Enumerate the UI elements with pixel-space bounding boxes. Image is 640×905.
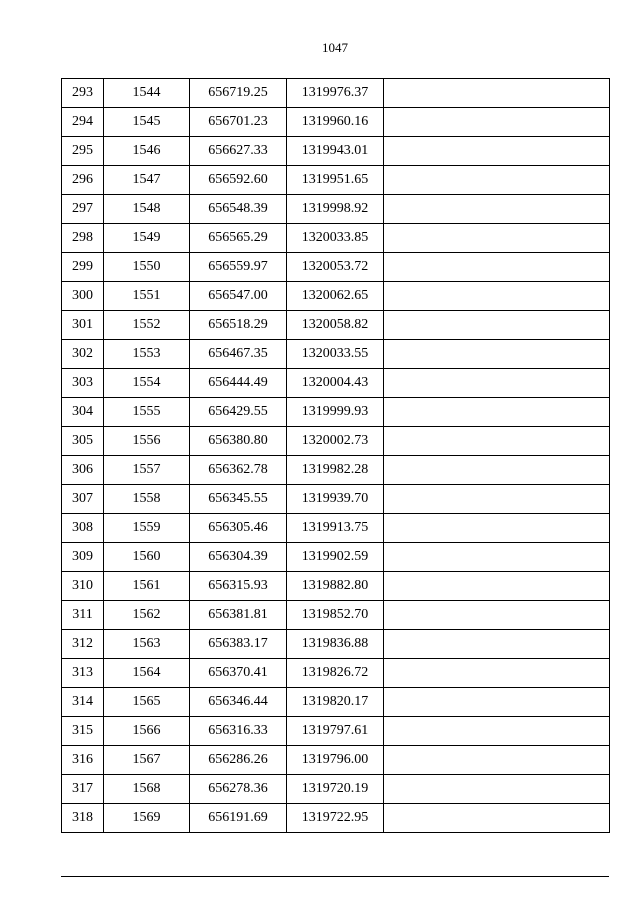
note-cell [384, 79, 610, 108]
x-coordinate-cell: 656381.81 [190, 601, 287, 630]
note-cell [384, 195, 610, 224]
point-id-cell: 1562 [104, 601, 190, 630]
point-id-cell: 1568 [104, 775, 190, 804]
table-row [62, 543, 610, 572]
row-index-cell: 300 [62, 282, 104, 311]
note-cell [384, 717, 610, 746]
y-coordinate-cell: 1319982.28 [287, 456, 384, 485]
row-index-cell: 310 [62, 572, 104, 601]
table-row [62, 746, 610, 775]
note-cell [384, 427, 610, 456]
note-cell [384, 137, 610, 166]
x-coordinate-cell: 656315.93 [190, 572, 287, 601]
y-coordinate-cell: 1319913.75 [287, 514, 384, 543]
y-coordinate-cell: 1319852.70 [287, 601, 384, 630]
note-cell [384, 804, 610, 833]
row-index-cell: 296 [62, 166, 104, 195]
row-index-cell: 297 [62, 195, 104, 224]
row-index-cell: 317 [62, 775, 104, 804]
note-cell [384, 630, 610, 659]
y-coordinate-cell: 1319722.95 [287, 804, 384, 833]
row-index-cell: 305 [62, 427, 104, 456]
y-coordinate-cell: 1319976.37 [287, 79, 384, 108]
table-body [62, 79, 610, 833]
row-index-cell: 299 [62, 253, 104, 282]
point-id-cell: 1550 [104, 253, 190, 282]
y-coordinate-cell: 1319902.59 [287, 543, 384, 572]
y-coordinate-cell: 1319826.72 [287, 659, 384, 688]
y-coordinate-cell: 1320004.43 [287, 369, 384, 398]
y-coordinate-cell: 1319951.65 [287, 166, 384, 195]
y-coordinate-cell: 1319960.16 [287, 108, 384, 137]
y-coordinate-cell: 1320033.85 [287, 224, 384, 253]
x-coordinate-cell: 656383.17 [190, 630, 287, 659]
x-coordinate-cell: 656304.39 [190, 543, 287, 572]
x-coordinate-cell: 656346.44 [190, 688, 287, 717]
note-cell [384, 398, 610, 427]
x-coordinate-cell: 656286.26 [190, 746, 287, 775]
x-coordinate-cell: 656278.36 [190, 775, 287, 804]
row-index-cell: 301 [62, 311, 104, 340]
x-coordinate-cell: 656362.78 [190, 456, 287, 485]
y-coordinate-cell: 1320062.65 [287, 282, 384, 311]
table-row [62, 369, 610, 398]
point-id-cell: 1551 [104, 282, 190, 311]
y-coordinate-cell: 1319939.70 [287, 485, 384, 514]
note-cell [384, 456, 610, 485]
note-cell [384, 253, 610, 282]
row-index-cell: 293 [62, 79, 104, 108]
row-index-cell: 308 [62, 514, 104, 543]
point-id-cell: 1566 [104, 717, 190, 746]
row-index-cell: 312 [62, 630, 104, 659]
table-row [62, 572, 610, 601]
note-cell [384, 688, 610, 717]
y-coordinate-cell: 1319998.92 [287, 195, 384, 224]
row-index-cell: 302 [62, 340, 104, 369]
table-row [62, 282, 610, 311]
row-index-cell: 294 [62, 108, 104, 137]
note-cell [384, 282, 610, 311]
table-row [62, 485, 610, 514]
note-cell [384, 543, 610, 572]
note-cell [384, 485, 610, 514]
y-coordinate-cell: 1319836.88 [287, 630, 384, 659]
x-coordinate-cell: 656444.49 [190, 369, 287, 398]
table-row [62, 224, 610, 253]
table-row [62, 775, 610, 804]
y-coordinate-cell: 1320053.72 [287, 253, 384, 282]
row-index-cell: 298 [62, 224, 104, 253]
y-coordinate-cell: 1319720.19 [287, 775, 384, 804]
note-cell [384, 340, 610, 369]
table-row [62, 804, 610, 833]
row-index-cell: 307 [62, 485, 104, 514]
x-coordinate-cell: 656345.55 [190, 485, 287, 514]
note-cell [384, 108, 610, 137]
x-coordinate-cell: 656191.69 [190, 804, 287, 833]
point-id-cell: 1547 [104, 166, 190, 195]
row-index-cell: 303 [62, 369, 104, 398]
note-cell [384, 224, 610, 253]
table-row [62, 427, 610, 456]
note-cell [384, 775, 610, 804]
x-coordinate-cell: 656627.33 [190, 137, 287, 166]
note-cell [384, 601, 610, 630]
y-coordinate-cell: 1320002.73 [287, 427, 384, 456]
page-number: 1047 [322, 40, 348, 55]
table-row [62, 340, 610, 369]
row-index-cell: 306 [62, 456, 104, 485]
table-row [62, 717, 610, 746]
point-id-cell: 1555 [104, 398, 190, 427]
table-row [62, 659, 610, 688]
point-id-cell: 1552 [104, 311, 190, 340]
x-coordinate-cell: 656429.55 [190, 398, 287, 427]
x-coordinate-cell: 656719.25 [190, 79, 287, 108]
point-id-cell: 1556 [104, 427, 190, 456]
x-coordinate-cell: 656467.35 [190, 340, 287, 369]
note-cell [384, 369, 610, 398]
x-coordinate-cell: 656592.60 [190, 166, 287, 195]
note-cell [384, 746, 610, 775]
x-coordinate-cell: 656565.29 [190, 224, 287, 253]
x-coordinate-cell: 656380.80 [190, 427, 287, 456]
point-id-cell: 1564 [104, 659, 190, 688]
point-id-cell: 1545 [104, 108, 190, 137]
x-coordinate-cell: 656548.39 [190, 195, 287, 224]
row-index-cell: 315 [62, 717, 104, 746]
point-id-cell: 1546 [104, 137, 190, 166]
x-coordinate-cell: 656305.46 [190, 514, 287, 543]
table-row [62, 137, 610, 166]
y-coordinate-cell: 1319999.93 [287, 398, 384, 427]
table-row [62, 79, 610, 108]
row-index-cell: 311 [62, 601, 104, 630]
x-coordinate-cell: 656316.33 [190, 717, 287, 746]
y-coordinate-cell: 1319820.17 [287, 688, 384, 717]
x-coordinate-cell: 656547.00 [190, 282, 287, 311]
table-row [62, 166, 610, 195]
y-coordinate-cell: 1319943.01 [287, 137, 384, 166]
x-coordinate-cell: 656701.23 [190, 108, 287, 137]
table-row [62, 311, 610, 340]
y-coordinate-cell: 1319797.61 [287, 717, 384, 746]
point-id-cell: 1549 [104, 224, 190, 253]
note-cell [384, 514, 610, 543]
y-coordinate-cell: 1319882.80 [287, 572, 384, 601]
point-id-cell: 1559 [104, 514, 190, 543]
row-index-cell: 318 [62, 804, 104, 833]
point-id-cell: 1569 [104, 804, 190, 833]
footer-rule [61, 876, 609, 877]
table-row [62, 601, 610, 630]
point-id-cell: 1554 [104, 369, 190, 398]
table-row [62, 108, 610, 137]
table-row [62, 688, 610, 717]
row-index-cell: 313 [62, 659, 104, 688]
coordinates-table [61, 78, 610, 833]
row-index-cell: 316 [62, 746, 104, 775]
point-id-cell: 1548 [104, 195, 190, 224]
table-row [62, 514, 610, 543]
table-row [62, 630, 610, 659]
note-cell [384, 572, 610, 601]
table-row [62, 195, 610, 224]
table-row [62, 398, 610, 427]
table-row [62, 253, 610, 282]
row-index-cell: 309 [62, 543, 104, 572]
point-id-cell: 1560 [104, 543, 190, 572]
y-coordinate-cell: 1320033.55 [287, 340, 384, 369]
point-id-cell: 1561 [104, 572, 190, 601]
x-coordinate-cell: 656559.97 [190, 253, 287, 282]
row-index-cell: 304 [62, 398, 104, 427]
point-id-cell: 1544 [104, 79, 190, 108]
point-id-cell: 1567 [104, 746, 190, 775]
x-coordinate-cell: 656518.29 [190, 311, 287, 340]
y-coordinate-cell: 1319796.00 [287, 746, 384, 775]
point-id-cell: 1565 [104, 688, 190, 717]
note-cell [384, 311, 610, 340]
row-index-cell: 314 [62, 688, 104, 717]
y-coordinate-cell: 1320058.82 [287, 311, 384, 340]
note-cell [384, 659, 610, 688]
row-index-cell: 295 [62, 137, 104, 166]
point-id-cell: 1558 [104, 485, 190, 514]
note-cell [384, 166, 610, 195]
table-row [62, 456, 610, 485]
point-id-cell: 1553 [104, 340, 190, 369]
point-id-cell: 1563 [104, 630, 190, 659]
point-id-cell: 1557 [104, 456, 190, 485]
x-coordinate-cell: 656370.41 [190, 659, 287, 688]
